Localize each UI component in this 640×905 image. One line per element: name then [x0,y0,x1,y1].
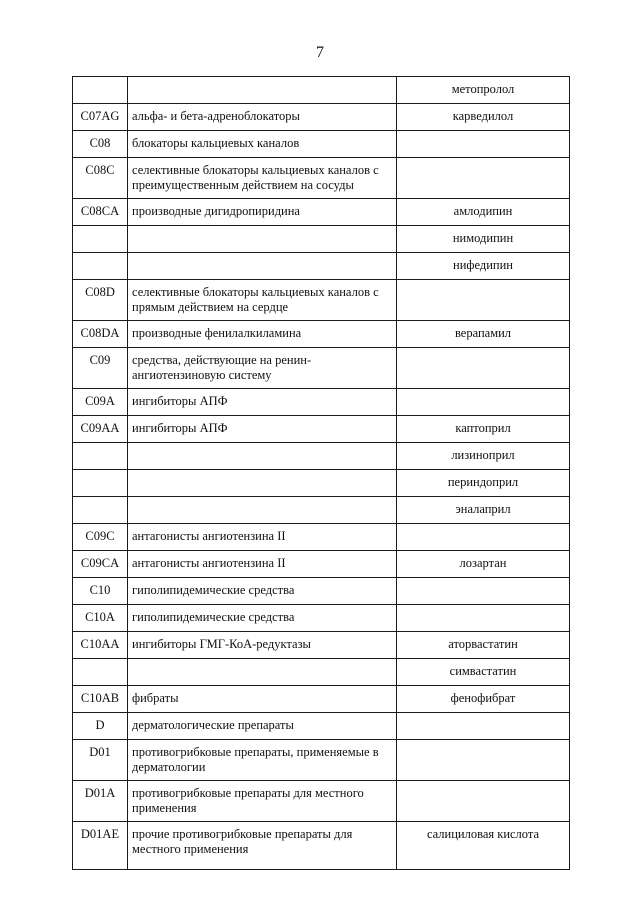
drug-name-cell [397,740,570,781]
drug-name-cell: нифедипин [397,253,570,280]
table-row [73,158,570,199]
group-description-cell: гиполипидемические средства [128,605,397,632]
table-row [73,822,570,870]
table-row [73,321,570,348]
table-row [73,226,570,253]
group-description-cell: средства, действующие на ренин-ангиотензиновую систему [128,348,397,389]
atc-code-cell [73,443,128,470]
drug-name-cell [397,713,570,740]
atc-code-cell: D01 [73,740,128,781]
group-description-cell: производные фенилалкиламина [128,321,397,348]
drug-name-cell [397,158,570,199]
drug-name-cell: лозартан [397,551,570,578]
drug-name-cell [397,578,570,605]
group-description-cell [128,77,397,104]
table-row [73,740,570,781]
atc-code-cell: C08CA [73,199,128,226]
atc-code-cell: C08D [73,280,128,321]
drug-classification-table [72,76,570,870]
group-description-cell: ингибиторы ГМГ-КоА-редуктазы [128,632,397,659]
atc-code-cell: C08 [73,131,128,158]
drug-name-cell: карведилол [397,104,570,131]
drug-name-cell: верапамил [397,321,570,348]
group-description-cell: гиполипидемические средства [128,578,397,605]
group-description-cell: ингибиторы АПФ [128,389,397,416]
table-row [73,77,570,104]
atc-code-cell: C09CA [73,551,128,578]
atc-code-cell [73,253,128,280]
page-number: 7 [316,44,324,61]
group-description-cell: антагонисты ангиотензина II [128,524,397,551]
group-description-cell: альфа- и бета-адреноблокаторы [128,104,397,131]
table-row [73,131,570,158]
table-row [73,497,570,524]
table-row [73,104,570,131]
atc-code-cell [73,470,128,497]
group-description-cell: ингибиторы АПФ [128,416,397,443]
table-row [73,389,570,416]
table-row [73,416,570,443]
drug-name-cell [397,389,570,416]
atc-code-cell [73,226,128,253]
table-row [73,524,570,551]
table-row [73,605,570,632]
group-description-cell: селективные блокаторы кальциевых каналов с преимущественным действием на сосуды [128,158,397,199]
table-row [73,578,570,605]
drug-name-cell: лизиноприл [397,443,570,470]
atc-code-cell: D [73,713,128,740]
drug-name-cell: нимодипин [397,226,570,253]
table-row [73,551,570,578]
group-description-cell: противогрибковые препараты для местного применения [128,781,397,822]
table-row [73,348,570,389]
atc-code-cell [73,659,128,686]
table-row [73,443,570,470]
drug-name-cell: фенофибрат [397,686,570,713]
atc-code-cell: C10AB [73,686,128,713]
table-row [73,199,570,226]
drug-name-cell: аторвастатин [397,632,570,659]
group-description-cell: противогрибковые препараты, применяемые в дерматологии [128,740,397,781]
group-description-cell [128,226,397,253]
group-description-cell: селективные блокаторы кальциевых каналов с прямым действием на сердце [128,280,397,321]
group-description-cell [128,659,397,686]
table-row [73,280,570,321]
group-description-cell [128,443,397,470]
group-description-cell: фибраты [128,686,397,713]
drug-name-cell [397,131,570,158]
atc-code-cell: D01AE [73,822,128,870]
atc-code-cell [73,497,128,524]
group-description-cell: блокаторы кальциевых каналов [128,131,397,158]
drug-name-cell: симвастатин [397,659,570,686]
group-description-cell: антагонисты ангиотензина II [128,551,397,578]
table-row [73,632,570,659]
group-description-cell: производные дигидропиридина [128,199,397,226]
atc-code-cell: C10A [73,605,128,632]
atc-code-cell: C09 [73,348,128,389]
drug-name-cell [397,605,570,632]
drug-name-cell [397,348,570,389]
table-row [73,253,570,280]
atc-code-cell: D01A [73,781,128,822]
table-row [73,470,570,497]
drug-name-cell: периндоприл [397,470,570,497]
table-row [73,659,570,686]
table-row [73,781,570,822]
atc-code-cell: C09C [73,524,128,551]
group-description-cell: прочие противогрибковые препараты для местного применения [128,822,397,870]
group-description-cell [128,497,397,524]
group-description-cell [128,470,397,497]
atc-code-cell: C09AA [73,416,128,443]
atc-code-cell: C10AA [73,632,128,659]
drug-name-cell [397,524,570,551]
table-row [73,713,570,740]
drug-name-cell [397,280,570,321]
atc-code-cell: C10 [73,578,128,605]
group-description-cell [128,253,397,280]
atc-code-cell: C08DA [73,321,128,348]
atc-code-cell: C09A [73,389,128,416]
atc-code-cell: C08C [73,158,128,199]
drug-name-cell: эналаприл [397,497,570,524]
drug-name-cell [397,781,570,822]
drug-name-cell: каптоприл [397,416,570,443]
table-row [73,686,570,713]
atc-code-cell [73,77,128,104]
drug-name-cell: амлодипин [397,199,570,226]
group-description-cell: дерматологические препараты [128,713,397,740]
drug-name-cell: метопролол [397,77,570,104]
drug-name-cell: салициловая кислота [397,822,570,870]
atc-code-cell: C07AG [73,104,128,131]
